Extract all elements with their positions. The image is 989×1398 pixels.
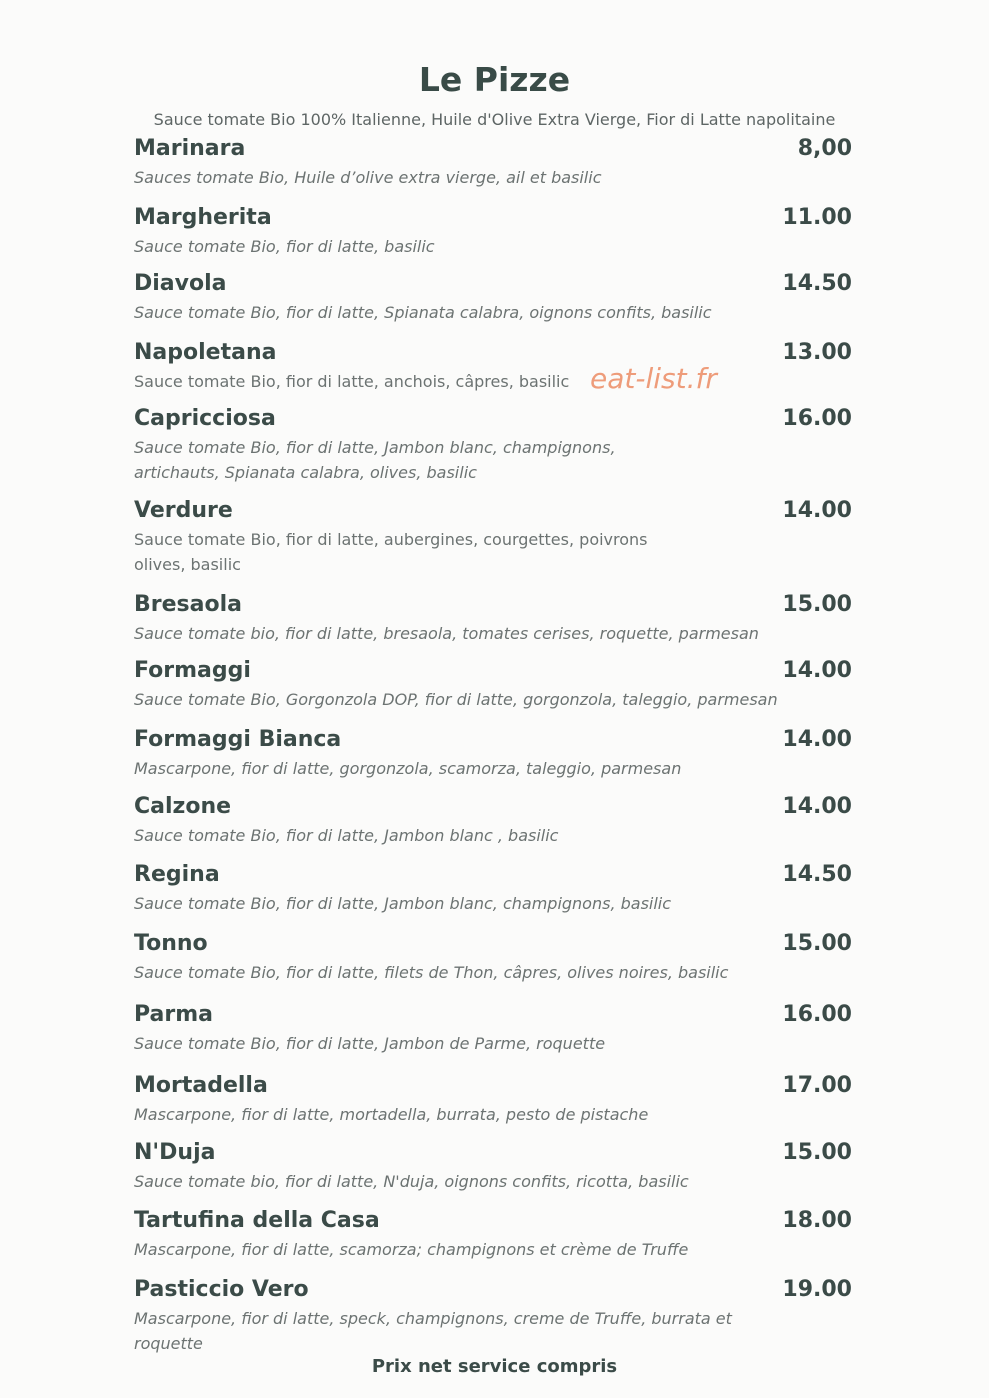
item-price: 8,00 (797, 136, 852, 161)
item-description: Sauce tomate bio, fior di latte, N'duja, oignons confits, ricotta, basilic (134, 1172, 689, 1191)
item-price: 15.00 (782, 1140, 852, 1165)
menu-item-napoletana (134, 340, 852, 394)
item-name: Verdure (134, 498, 233, 523)
menu-item-tartufina-della-casa (134, 1208, 852, 1262)
menu-item-margherita (134, 205, 852, 259)
menu-item-formaggi (134, 658, 852, 712)
item-name: Bresaola (134, 592, 242, 617)
menu-item-capricciosa (134, 406, 852, 485)
menu-item-calzone (134, 794, 852, 848)
item-description: Sauces tomate Bio, Huile d’olive extra vierge, ail et basilic (134, 168, 602, 187)
item-name: Capricciosa (134, 406, 276, 431)
menu-item-nduja (134, 1140, 852, 1194)
item-price: 14.00 (782, 727, 852, 752)
item-name: N'Duja (134, 1140, 216, 1165)
item-price: 15.00 (782, 931, 852, 956)
item-description: Sauce tomate Bio, Gorgonzola DOP, fior di latte, gorgonzola, taleggio, parmesan (134, 690, 778, 709)
item-name: Tartufina della Casa (134, 1208, 380, 1233)
item-name: Pasticcio Vero (134, 1277, 309, 1302)
item-price: 18.00 (782, 1208, 852, 1233)
item-description: Sauce tomate Bio, fior di latte, anchois, câpres, basilic (134, 372, 570, 391)
menu-item-parma (134, 1002, 852, 1056)
item-description: Sauce tomate Bio, fior di latte, aubergines, courgettes, poivrons olives, basilic (134, 530, 648, 574)
menu-item-mortadella (134, 1073, 852, 1127)
item-description: Sauce tomate Bio, fior di latte, Jambon de Parme, roquette (134, 1034, 606, 1053)
item-name: Regina (134, 862, 220, 887)
item-description: Sauce tomate Bio, fior di latte, Jambon blanc, champignons, basilic (134, 894, 672, 913)
item-name: Calzone (134, 794, 232, 819)
item-description: Sauce tomate Bio, fior di latte, Jambon blanc, champignons, artichauts, Spianata calabra, olives, basilic (134, 438, 616, 482)
item-price: 14.50 (782, 862, 852, 887)
item-description: Sauce tomate Bio, fior di latte, filets de Thon, câpres, olives noires, basilic (134, 963, 729, 982)
item-price: 17.00 (782, 1073, 852, 1098)
menu-item-formaggi-bianca (134, 727, 852, 781)
menu-item-pasticcio-vero (134, 1277, 852, 1356)
item-name: Parma (134, 1002, 213, 1027)
item-name: Diavola (134, 271, 227, 296)
watermark-text: eat-list.fr (590, 362, 717, 395)
item-name: Margherita (134, 205, 272, 230)
item-price: 16.00 (782, 1002, 852, 1027)
item-price: 14.00 (782, 498, 852, 523)
item-name: Formaggi Bianca (134, 727, 342, 752)
menu-item-tonno (134, 931, 852, 985)
item-name: Tonno (134, 931, 208, 956)
item-price: 14.50 (782, 271, 852, 296)
page-title: Le Pizze (418, 60, 571, 99)
menu-item-diavola (134, 271, 852, 325)
menu-item-regina (134, 862, 852, 916)
item-description: Mascarpone, fior di latte, gorgonzola, scamorza, taleggio, parmesan (134, 759, 682, 778)
item-description: Sauce tomate Bio, fior di latte, basilic (134, 237, 435, 256)
footer-note: Prix net service compris (371, 1356, 618, 1377)
item-price: 14.00 (782, 658, 852, 683)
item-name: Mortadella (134, 1073, 268, 1098)
item-price: 14.00 (782, 794, 852, 819)
menu-item-verdure (134, 498, 852, 577)
item-description: Mascarpone, fior di latte, scamorza; champignons et crème de Truffe (134, 1240, 689, 1259)
item-description: Sauce tomate Bio, fior di latte, Spianata calabra, oignons confits, basilic (134, 303, 712, 322)
item-name: Marinara (134, 136, 246, 161)
menu-item-bresaola (134, 592, 852, 646)
item-price: 13.00 (782, 340, 852, 365)
menu-subtitle: Sauce tomate Bio 100% Italienne, Huile d'Olive Extra Vierge, Fior di Latte napolitaine (153, 110, 836, 129)
item-name: Napoletana (134, 340, 277, 365)
item-name: Formaggi (134, 658, 251, 683)
item-price: 16.00 (782, 406, 852, 431)
menu-item-marinara (134, 136, 852, 190)
item-price: 19.00 (782, 1277, 852, 1302)
item-description: Mascarpone, fior di latte, speck, champignons, creme de Truffe, burrata et roquette (134, 1309, 732, 1353)
item-price: 15.00 (782, 592, 852, 617)
item-description: Mascarpone, fior di latte, mortadella, burrata, pesto de pistache (134, 1105, 649, 1124)
item-price: 11.00 (782, 205, 852, 230)
item-description: Sauce tomate bio, fior di latte, bresaola, tomates cerises, roquette, parmesan (134, 624, 759, 643)
item-description: Sauce tomate Bio, fior di latte, Jambon blanc , basilic (134, 826, 559, 845)
